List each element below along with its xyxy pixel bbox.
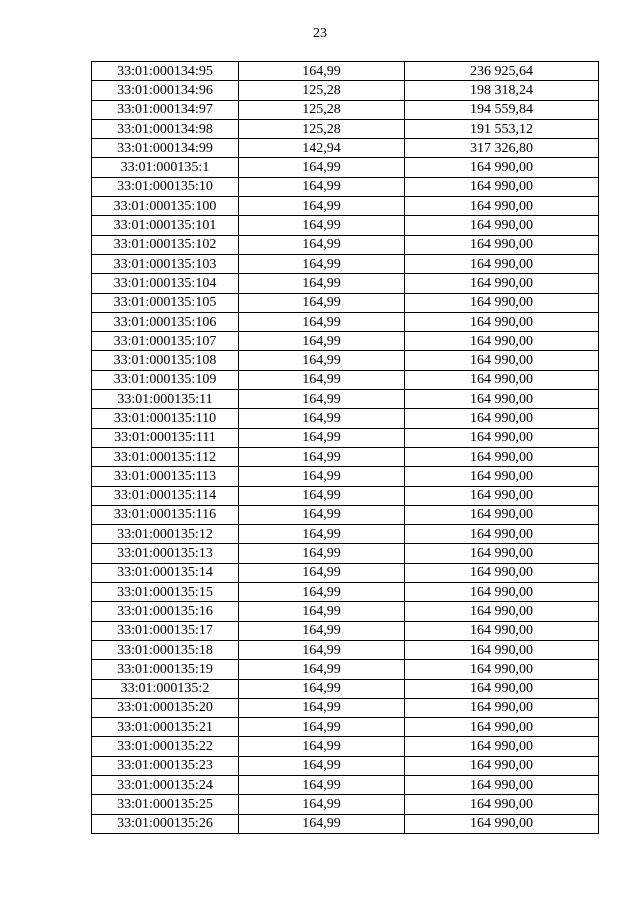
cadastral-number-cell: 33:01:000135:106 — [92, 312, 239, 331]
area-cell: 164,99 — [239, 718, 405, 737]
page-number: 23 — [313, 26, 327, 41]
area-cell: 164,99 — [239, 698, 405, 717]
data-table — [91, 61, 599, 834]
area-cell: 164,99 — [239, 756, 405, 775]
value-cell: 317 326,80 — [405, 139, 599, 158]
cadastral-number-cell: 33:01:000135:105 — [92, 293, 239, 312]
value-cell: 164 990,00 — [405, 158, 599, 177]
value-cell: 164 990,00 — [405, 563, 599, 582]
table-row — [92, 274, 599, 293]
cadastral-number-cell: 33:01:000135:15 — [92, 583, 239, 602]
cadastral-number-cell: 33:01:000134:96 — [92, 81, 239, 100]
table-row — [92, 640, 599, 659]
area-cell: 164,99 — [239, 216, 405, 235]
value-cell: 198 318,24 — [405, 81, 599, 100]
value-cell: 164 990,00 — [405, 737, 599, 756]
table-row — [92, 563, 599, 582]
table-row — [92, 698, 599, 717]
value-cell: 164 990,00 — [405, 544, 599, 563]
table-row — [92, 197, 599, 216]
cadastral-number-cell: 33:01:000135:26 — [92, 814, 239, 833]
table-row — [92, 332, 599, 351]
cadastral-number-cell: 33:01:000135:110 — [92, 409, 239, 428]
cadastral-number-cell: 33:01:000135:107 — [92, 332, 239, 351]
area-cell: 164,99 — [239, 390, 405, 409]
area-cell: 164,99 — [239, 197, 405, 216]
area-cell: 125,28 — [239, 119, 405, 138]
value-cell: 164 990,00 — [405, 486, 599, 505]
table-row — [92, 756, 599, 775]
area-cell: 164,99 — [239, 602, 405, 621]
value-cell: 164 990,00 — [405, 467, 599, 486]
area-cell: 164,99 — [239, 177, 405, 196]
value-cell: 164 990,00 — [405, 351, 599, 370]
area-cell: 164,99 — [239, 525, 405, 544]
value-cell: 164 990,00 — [405, 216, 599, 235]
table-row — [92, 505, 599, 524]
cadastral-number-cell: 33:01:000135:111 — [92, 428, 239, 447]
value-cell: 164 990,00 — [405, 679, 599, 698]
table-row — [92, 467, 599, 486]
cadastral-number-cell: 33:01:000135:20 — [92, 698, 239, 717]
cadastral-number-cell: 33:01:000135:22 — [92, 737, 239, 756]
area-cell: 164,99 — [239, 544, 405, 563]
table-row — [92, 293, 599, 312]
cadastral-number-cell: 33:01:000134:95 — [92, 62, 239, 81]
table-row — [92, 254, 599, 273]
value-cell: 164 990,00 — [405, 447, 599, 466]
value-cell: 164 990,00 — [405, 660, 599, 679]
table-row — [92, 81, 599, 100]
table-row — [92, 351, 599, 370]
cadastral-number-cell: 33:01:000135:108 — [92, 351, 239, 370]
table-row — [92, 583, 599, 602]
cadastral-number-cell: 33:01:000134:98 — [92, 119, 239, 138]
area-cell: 164,99 — [239, 158, 405, 177]
area-cell: 164,99 — [239, 235, 405, 254]
cadastral-number-cell: 33:01:000135:100 — [92, 197, 239, 216]
table-body — [92, 62, 599, 834]
value-cell: 164 990,00 — [405, 698, 599, 717]
cadastral-number-cell: 33:01:000135:109 — [92, 370, 239, 389]
cadastral-number-cell: 33:01:000134:97 — [92, 100, 239, 119]
area-cell: 125,28 — [239, 100, 405, 119]
table-row — [92, 235, 599, 254]
value-cell: 164 990,00 — [405, 390, 599, 409]
area-cell: 164,99 — [239, 775, 405, 794]
area-cell: 164,99 — [239, 254, 405, 273]
area-cell: 164,99 — [239, 660, 405, 679]
value-cell: 164 990,00 — [405, 583, 599, 602]
value-cell: 164 990,00 — [405, 274, 599, 293]
value-cell: 164 990,00 — [405, 525, 599, 544]
table-row — [92, 158, 599, 177]
area-cell: 164,99 — [239, 312, 405, 331]
cadastral-number-cell: 33:01:000135:1 — [92, 158, 239, 177]
value-cell: 164 990,00 — [405, 177, 599, 196]
area-cell: 164,99 — [239, 447, 405, 466]
cadastral-number-cell: 33:01:000135:23 — [92, 756, 239, 775]
area-cell: 164,99 — [239, 640, 405, 659]
cadastral-number-cell: 33:01:000135:113 — [92, 467, 239, 486]
cadastral-number-cell: 33:01:000135:24 — [92, 775, 239, 794]
table-row — [92, 602, 599, 621]
area-cell: 164,99 — [239, 814, 405, 833]
area-cell: 164,99 — [239, 737, 405, 756]
value-cell: 164 990,00 — [405, 409, 599, 428]
table-row — [92, 795, 599, 814]
table-row — [92, 544, 599, 563]
value-cell: 164 990,00 — [405, 795, 599, 814]
area-cell: 142,94 — [239, 139, 405, 158]
table-row — [92, 139, 599, 158]
cadastral-number-cell: 33:01:000135:13 — [92, 544, 239, 563]
value-cell: 164 990,00 — [405, 293, 599, 312]
area-cell: 164,99 — [239, 293, 405, 312]
cadastral-number-cell: 33:01:000135:104 — [92, 274, 239, 293]
table-row — [92, 486, 599, 505]
area-cell: 125,28 — [239, 81, 405, 100]
cadastral-number-cell: 33:01:000135:10 — [92, 177, 239, 196]
area-cell: 164,99 — [239, 370, 405, 389]
table-row — [92, 814, 599, 833]
area-cell: 164,99 — [239, 583, 405, 602]
area-cell: 164,99 — [239, 563, 405, 582]
value-cell: 164 990,00 — [405, 197, 599, 216]
cadastral-number-cell: 33:01:000135:14 — [92, 563, 239, 582]
cadastral-number-cell: 33:01:000135:18 — [92, 640, 239, 659]
value-cell: 164 990,00 — [405, 814, 599, 833]
value-cell: 164 990,00 — [405, 312, 599, 331]
value-cell: 164 990,00 — [405, 640, 599, 659]
area-cell: 164,99 — [239, 409, 405, 428]
table-row — [92, 428, 599, 447]
cadastral-number-cell: 33:01:000134:99 — [92, 139, 239, 158]
value-cell: 191 553,12 — [405, 119, 599, 138]
cadastral-number-cell: 33:01:000135:25 — [92, 795, 239, 814]
area-cell: 164,99 — [239, 505, 405, 524]
value-cell: 164 990,00 — [405, 370, 599, 389]
table-row — [92, 100, 599, 119]
table-row — [92, 737, 599, 756]
cadastral-number-cell: 33:01:000135:112 — [92, 447, 239, 466]
table-row — [92, 775, 599, 794]
value-cell: 194 559,84 — [405, 100, 599, 119]
area-cell: 164,99 — [239, 332, 405, 351]
value-cell: 164 990,00 — [405, 428, 599, 447]
value-cell: 164 990,00 — [405, 254, 599, 273]
cadastral-number-cell: 33:01:000135:17 — [92, 621, 239, 640]
cadastral-number-cell: 33:01:000135:16 — [92, 602, 239, 621]
area-cell: 164,99 — [239, 274, 405, 293]
table-row — [92, 62, 599, 81]
table-row — [92, 621, 599, 640]
area-cell: 164,99 — [239, 679, 405, 698]
area-cell: 164,99 — [239, 62, 405, 81]
table-row — [92, 525, 599, 544]
cadastral-number-cell: 33:01:000135:116 — [92, 505, 239, 524]
area-cell: 164,99 — [239, 486, 405, 505]
cadastral-number-cell: 33:01:000135:12 — [92, 525, 239, 544]
cadastral-number-cell: 33:01:000135:2 — [92, 679, 239, 698]
value-cell: 164 990,00 — [405, 775, 599, 794]
table-row — [92, 718, 599, 737]
cadastral-number-cell: 33:01:000135:114 — [92, 486, 239, 505]
cadastral-number-cell: 33:01:000135:19 — [92, 660, 239, 679]
value-cell: 164 990,00 — [405, 602, 599, 621]
table-row — [92, 312, 599, 331]
cadastral-number-cell: 33:01:000135:101 — [92, 216, 239, 235]
table-row — [92, 660, 599, 679]
table-row — [92, 119, 599, 138]
table-row — [92, 447, 599, 466]
cadastral-number-cell: 33:01:000135:21 — [92, 718, 239, 737]
area-cell: 164,99 — [239, 621, 405, 640]
table-row — [92, 177, 599, 196]
area-cell: 164,99 — [239, 467, 405, 486]
value-cell: 236 925,64 — [405, 62, 599, 81]
area-cell: 164,99 — [239, 351, 405, 370]
value-cell: 164 990,00 — [405, 235, 599, 254]
table-row — [92, 370, 599, 389]
area-cell: 164,99 — [239, 795, 405, 814]
table-row — [92, 390, 599, 409]
value-cell: 164 990,00 — [405, 718, 599, 737]
area-cell: 164,99 — [239, 428, 405, 447]
table-row — [92, 216, 599, 235]
value-cell: 164 990,00 — [405, 505, 599, 524]
value-cell: 164 990,00 — [405, 756, 599, 775]
value-cell: 164 990,00 — [405, 332, 599, 351]
table-row — [92, 679, 599, 698]
cadastral-number-cell: 33:01:000135:11 — [92, 390, 239, 409]
cadastral-number-cell: 33:01:000135:102 — [92, 235, 239, 254]
cadastral-number-cell: 33:01:000135:103 — [92, 254, 239, 273]
value-cell: 164 990,00 — [405, 621, 599, 640]
table-row — [92, 409, 599, 428]
